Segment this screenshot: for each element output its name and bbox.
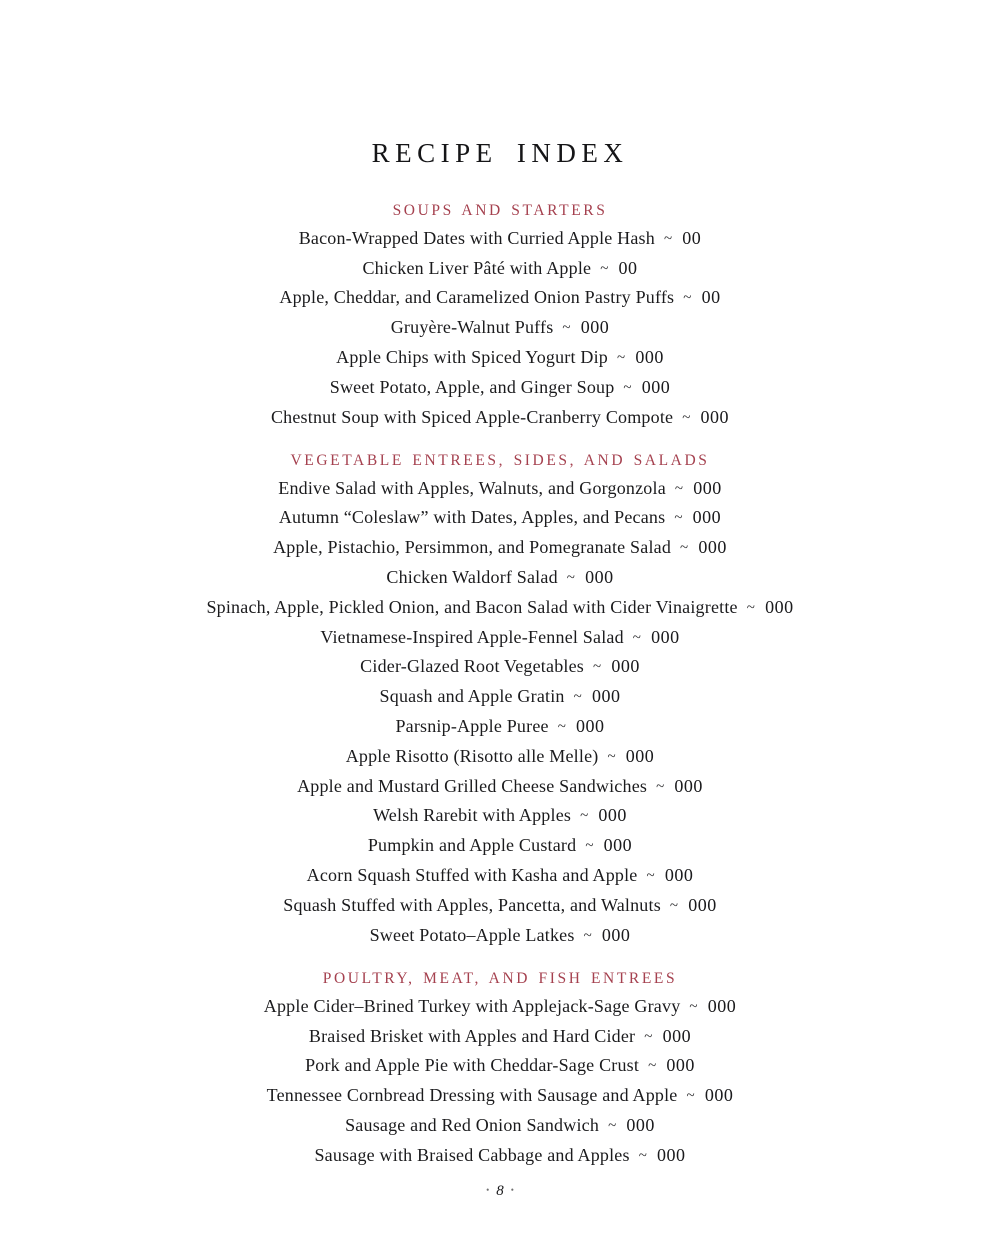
recipe-title: Bacon-Wrapped Dates with Curried Apple Hash [298,227,655,248]
recipe-entry [0,653,1000,683]
recipe-title: Autumn “Coleslaw” with Dates, Apples, and Pecans [278,507,666,528]
tilde-separator: ~ [623,379,632,396]
recipe-title: Chicken Waldorf Salad [386,567,558,588]
recipe-entry [0,594,1000,624]
entry-page-number: 000 [611,656,640,677]
recipe-entry [0,802,1000,832]
entry-page-number: 000 [765,596,794,617]
tilde-separator: ~ [646,868,655,885]
entry-page-number: 000 [580,317,610,338]
entry-page-number: 000 [635,346,664,367]
entry-page-number: 000 [664,865,694,886]
recipe-sections [0,197,1000,1172]
recipe-entry [0,1112,1000,1142]
entry-page-number: 000 [591,686,621,707]
recipe-title: Sweet Potato–Apple Latkes [369,924,575,945]
recipe-title: Chestnut Soup with Spiced Apple-Cranberry Compote [270,406,674,427]
tilde-separator: ~ [583,927,592,944]
recipe-entry [0,404,1000,434]
tilde-separator: ~ [682,409,691,426]
entry-page-number: 000 [674,775,703,796]
entry-page-number: 00 [701,287,721,308]
entry-page-number: 000 [657,1144,686,1165]
tilde-separator: ~ [669,897,679,914]
entry-page-number: 000 [641,376,671,397]
recipe-section [0,447,1000,952]
tilde-separator: ~ [674,480,684,497]
entry-page-number: 000 [692,507,722,528]
entry-page-number: 000 [693,477,722,498]
entry-page-number: 000 [576,716,605,737]
recipe-entry [0,284,1000,314]
recipe-title: Vietnamese-Inspired Apple-Fennel Salad [320,626,624,647]
recipe-title: Pumpkin and Apple Custard [367,835,577,856]
tilde-separator: ~ [593,659,602,676]
entry-page-number: 000 [698,537,727,558]
entry-page-number: 000 [704,1085,734,1106]
tilde-separator: ~ [686,1088,695,1105]
tilde-separator: ~ [607,748,616,765]
recipe-entry [0,1142,1000,1172]
section-heading: POULTRY, MEAT, AND FISH ENTREES [322,969,678,987]
recipe-title: Apple Chips with Spiced Yogurt Dip [336,346,608,367]
recipe-title: Spinach, Apple, Pickled Onion, and Bacon Salad with Cider Vinaigrette [206,596,738,617]
recipe-title: Sausage and Red Onion Sandwich [345,1114,600,1135]
recipe-title: Sausage with Braised Cabbage and Apples [314,1144,630,1165]
entry-page-number: 00 [618,257,638,278]
recipe-entry [0,683,1000,713]
entry-page-number: 000 [598,805,627,826]
entry-page-number: 000 [688,894,717,915]
tilde-separator: ~ [689,998,698,1015]
section-heading: SOUPS AND STARTERS [392,202,608,219]
recipe-title: Apple Cider–Brined Turkey with Applejack-Sage Gravy [263,995,681,1016]
tilde-separator: ~ [557,719,567,736]
recipe-entry [0,773,1000,803]
tilde-separator: ~ [680,540,689,557]
recipe-title: Tennessee Cornbread Dressing with Sausage and Apple [266,1085,678,1106]
recipe-section [0,965,1000,1172]
tilde-separator: ~ [566,570,576,587]
recipe-entry [0,892,1000,922]
recipe-entry [0,504,1000,534]
recipe-entry [0,475,1000,505]
recipe-entry [0,743,1000,773]
recipe-title: Parsnip-Apple Puree [395,716,549,737]
tilde-separator: ~ [573,689,582,706]
recipe-title: Pork and Apple Pie with Cheddar-Sage Crust [305,1055,640,1076]
recipe-title: Acorn Squash Stuffed with Kasha and Apple [306,865,638,886]
tilde-separator: ~ [746,599,756,616]
entry-page-number: 000 [601,924,631,945]
recipe-title: Apple and Mustard Grilled Cheese Sandwiches [297,775,648,796]
recipe-title: Apple, Pistachio, Persimmon, and Pomegranate Salad [273,537,672,558]
entry-page-number: 000 [626,1114,655,1135]
recipe-title: Endive Salad with Apples, Walnuts, and Gorgonzola [278,477,666,498]
recipe-entry [0,1052,1000,1082]
tilde-separator: ~ [663,230,673,247]
section-heading: VEGETABLE ENTREES, SIDES, AND SALADS [290,451,710,469]
tilde-separator: ~ [683,290,692,307]
recipe-entry [0,255,1000,285]
recipe-entry [0,534,1000,564]
recipe-title: Braised Brisket with Apples and Hard Cider [308,1025,636,1046]
page-title: RECIPE INDEX [371,138,629,168]
tilde-separator: ~ [585,838,594,855]
recipe-entry [0,314,1000,344]
tilde-separator: ~ [656,778,665,795]
tilde-separator: ~ [644,1028,653,1045]
tilde-separator: ~ [632,629,642,646]
recipe-entry [0,922,1000,952]
recipe-title: Sweet Potato, Apple, and Ginger Soup [329,376,615,397]
folio-dot-right: • [510,1185,514,1195]
entry-page-number: 00 [682,227,702,248]
recipe-entry [0,374,1000,404]
recipe-entry [0,1023,1000,1053]
recipe-title: Cider-Glazed Root Vegetables [360,656,584,677]
recipe-entry [0,862,1000,892]
tilde-separator: ~ [617,349,626,366]
tilde-separator: ~ [648,1058,657,1075]
recipe-entry [0,344,1000,374]
tilde-separator: ~ [608,1117,617,1134]
tilde-separator: ~ [562,320,571,337]
entry-page-number: 000 [666,1055,695,1076]
folio-page-number: 8 [496,1183,504,1199]
recipe-entry [0,713,1000,743]
recipe-title: Apple Risotto (Risotto alle Melle) [345,745,599,766]
entry-page-number: 000 [662,1025,692,1046]
recipe-title: Welsh Rarebit with Apples [373,805,572,826]
entry-page-number: 000 [700,406,730,427]
recipe-title: Squash and Apple Gratin [379,686,565,707]
entry-page-number: 000 [585,567,614,588]
recipe-title: Apple, Cheddar, and Caramelized Onion Pastry Puffs [279,287,675,308]
folio [0,1183,1000,1200]
recipe-section [0,197,1000,433]
folio-dot-left: • [486,1185,490,1195]
recipe-entry [0,832,1000,862]
recipe-title: Chicken Liver Pâté with Apple [362,257,592,278]
tilde-separator: ~ [674,510,683,527]
entry-page-number: 000 [707,995,737,1016]
recipe-entry [0,993,1000,1023]
tilde-separator: ~ [638,1147,648,1164]
recipe-title: Gruyère-Walnut Puffs [390,317,554,338]
recipe-entry [0,225,1000,255]
recipe-title: Squash Stuffed with Apples, Pancetta, and Walnuts [283,894,661,915]
entry-page-number: 000 [625,745,655,766]
entry-page-number: 000 [603,835,633,856]
recipe-entry [0,1082,1000,1112]
recipe-entry [0,624,1000,654]
tilde-separator: ~ [600,260,609,277]
tilde-separator: ~ [580,808,589,825]
entry-page-number: 000 [651,626,680,647]
recipe-entry [0,564,1000,594]
